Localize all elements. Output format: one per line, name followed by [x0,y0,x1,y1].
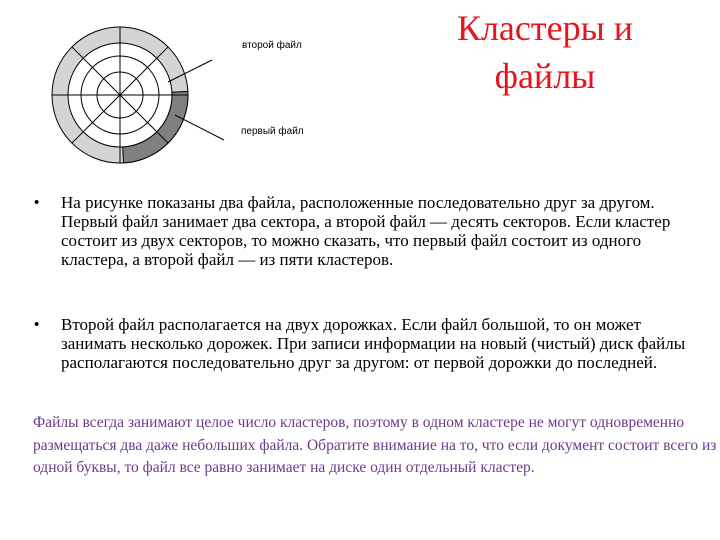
note-paragraph: Файлы всегда занимают целое число кластеров, поэтому в одном кластере не могут одновременно размещаться два даже небольших файла. Обратите внимание на то, что если документ состоит всего из одной буквы, то файл все равно занимает на диске один отдельный кластер. [33,414,717,476]
sector-lines [52,27,188,163]
label-second-file: второй файл [242,40,302,51]
bullet-dot-icon: • [34,316,40,333]
bullet-text: На рисунке показаны два файла, расположенные последовательно друг за другом. Первый файл занимает два сектора, а второй файл — десять секторов. Если кластер состоит из двух секторов, то можно сказать, что первый файл состоит из одного кластера, а второй файл — из пяти кластеров. [61,193,671,269]
bullet-text: Второй файл располагается на двух дорожках. Если файл большой, то он может занимать несколько дорожек. При записи информации на новый (чистый) диск файлы располагаются последовательно друг за другом: от первой дорожки до последней. [61,315,686,372]
page-title-line-1: Кластеры и [456,8,634,48]
bullet-dot-icon: • [34,194,40,211]
disk-diagram [0,0,360,190]
label-first-file: первый файл [241,126,304,137]
page-title-line-2: файлы [494,56,596,96]
pointer-first-file [175,115,224,140]
